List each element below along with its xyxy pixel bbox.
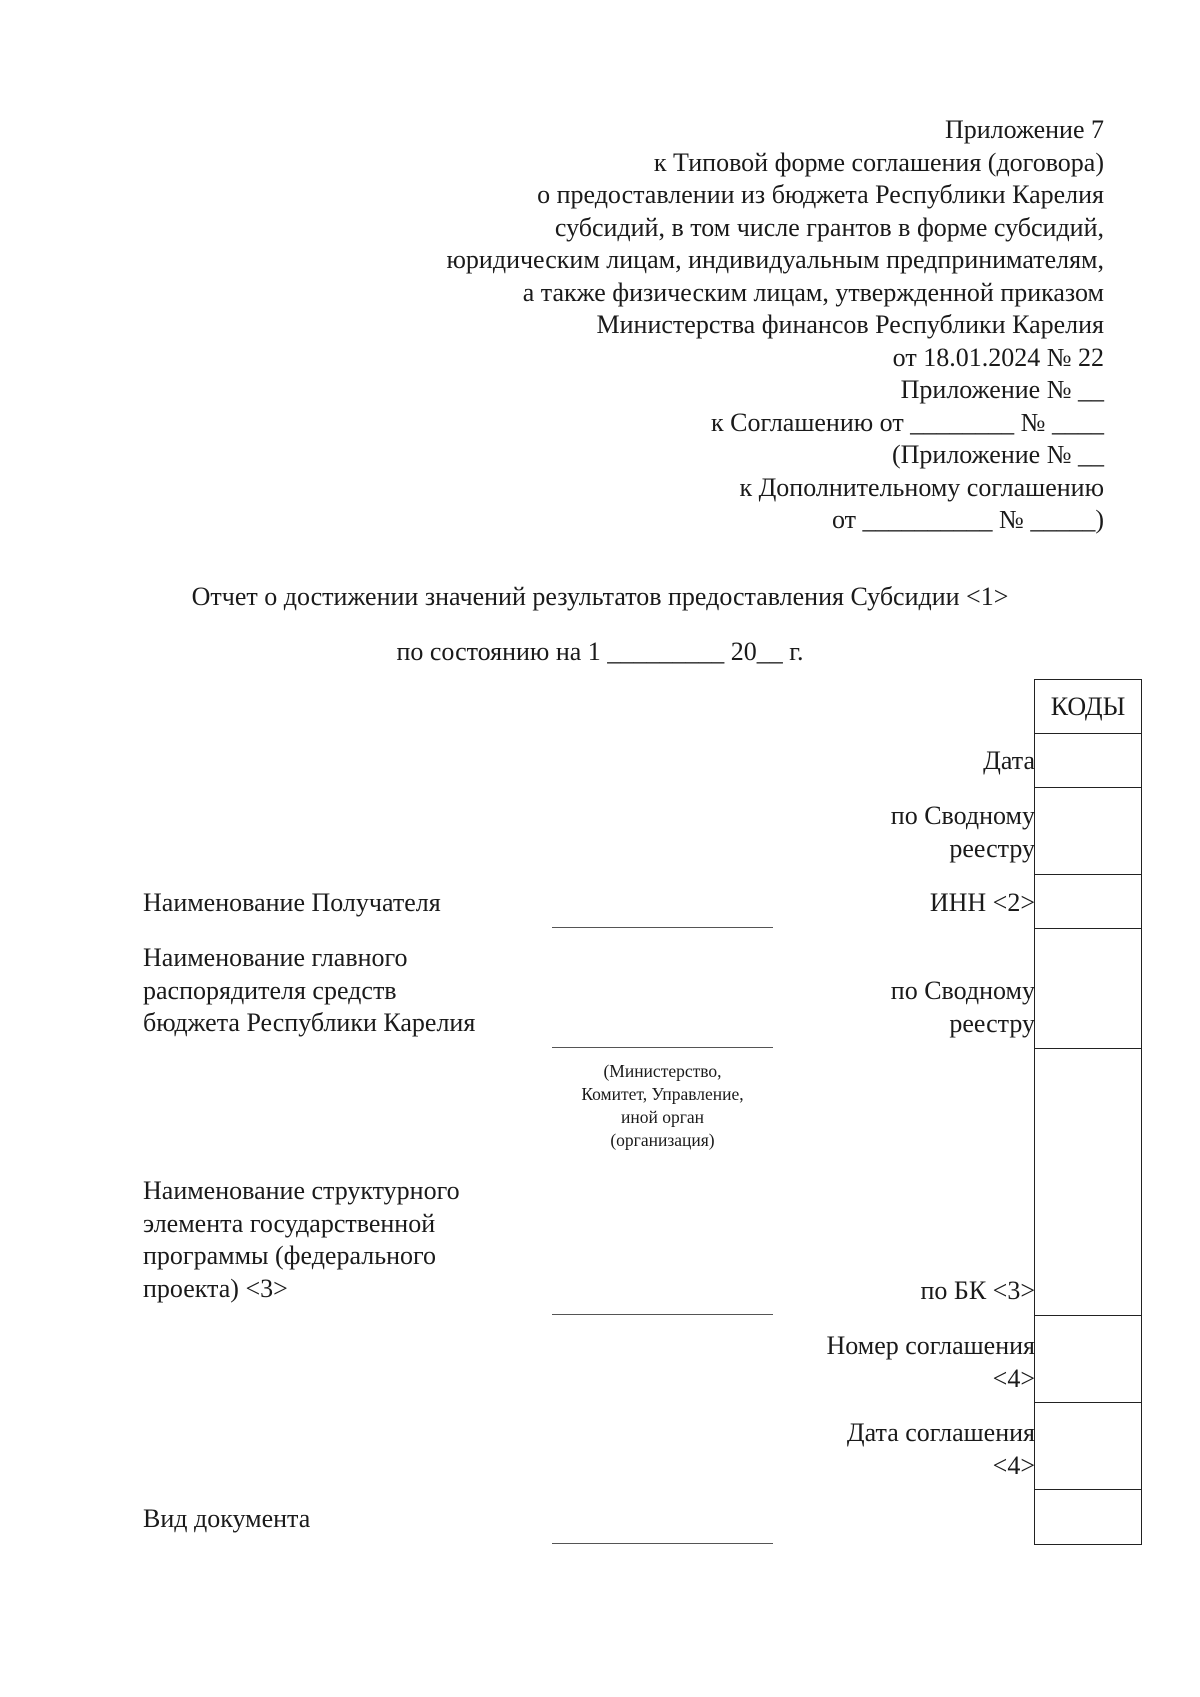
header-line: от __________ № _____) (832, 505, 1104, 534)
label-doc-type: Вид документа (143, 1504, 311, 1533)
code-cell-bk[interactable] (1035, 1049, 1141, 1316)
codes-table (1034, 679, 1142, 1545)
label-svod-registry-2: по Сводному реестру (890, 976, 1035, 1038)
header-line: юридическим лицам, индивидуальным предпринимателям, (446, 245, 1104, 274)
label-grbs: Наименование главного распорядителя средств бюджета Республики Карелия (143, 943, 476, 1037)
header-line: Министерства финансов Республики Карелия (596, 310, 1104, 339)
label-date: Дата (983, 746, 1035, 775)
report-title: Отчет о достижении значений результатов предоставления Субсидии <1> (191, 582, 1009, 611)
code-cell-agreement-number[interactable] (1035, 1316, 1141, 1403)
code-cell-svod2[interactable] (1035, 929, 1141, 1049)
doc-type-field-line[interactable] (552, 1543, 773, 1544)
grbs-field-note: (Министерство, Комитет, Управление, иной орган (организация) (581, 1061, 744, 1150)
header-line: к Соглашению от ________ № ____ (711, 407, 1104, 437)
label-svod-registry-1: по Сводному реестру (890, 801, 1035, 863)
label-structural-element: Наименование структурного элемента государственной программы (федерального проекта) <3> (143, 1176, 460, 1303)
label-inn: ИНН <2> (929, 888, 1035, 917)
code-cell-date[interactable] (1035, 734, 1141, 788)
header-line: Приложение 7 (944, 115, 1104, 144)
header-line: к Типовой форме соглашения (договора) (653, 147, 1104, 177)
header-line: (Приложение № __ (891, 440, 1104, 469)
header-line: а также физическим лицам, утвержденной приказом (522, 277, 1104, 307)
report-date-line: по состоянию на 1 _________ 20__ г. (396, 637, 804, 666)
label-agreement-date: Дата соглашения <4> (846, 1418, 1035, 1480)
header-line: к Дополнительному соглашению (739, 472, 1104, 502)
appendix-header (304, 114, 1104, 537)
structural-element-field-line[interactable] (552, 1314, 773, 1315)
codes-header: КОДЫ (1035, 680, 1141, 734)
label-bk: по БК <3> (920, 1276, 1035, 1305)
header-line: субсидий, в том числе грантов в форме субсидий, (554, 212, 1104, 242)
header-line: Приложение № __ (900, 375, 1104, 404)
code-cell-agreement-date[interactable] (1035, 1403, 1141, 1490)
header-line: о предоставлении из бюджета Республики Карелия (537, 180, 1104, 209)
label-recipient: Наименование Получателя (143, 888, 441, 917)
code-cell-doc-type[interactable] (1035, 1490, 1141, 1544)
code-cell-inn[interactable] (1035, 875, 1141, 929)
header-line: от 18.01.2024 № 22 (892, 342, 1104, 372)
code-cell-svod1[interactable] (1035, 788, 1141, 875)
label-agreement-number: Номер соглашения <4> (826, 1331, 1035, 1393)
recipient-field-line[interactable] (552, 927, 773, 928)
grbs-field-line[interactable] (552, 1047, 773, 1048)
